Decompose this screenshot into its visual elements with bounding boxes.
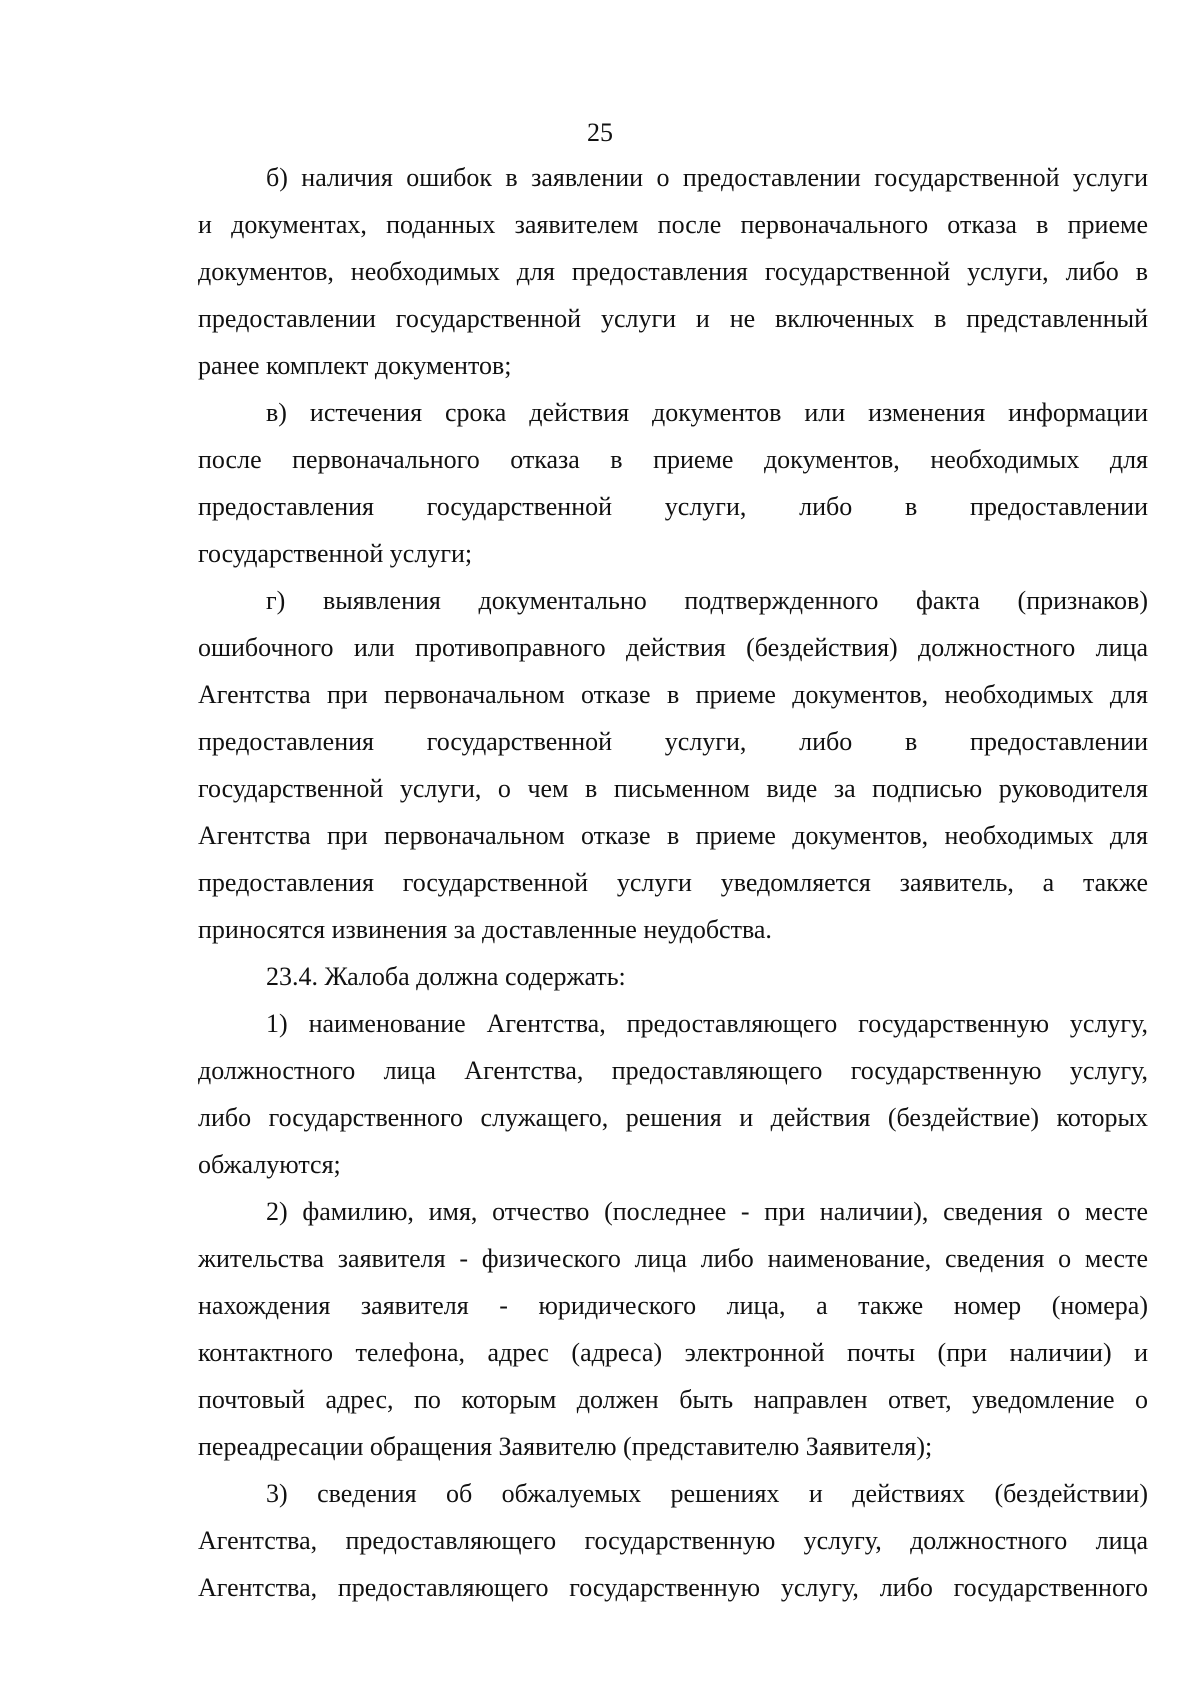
section-heading: 23.4. Жалоба должна содержать:: [266, 962, 626, 991]
text-line: почтовый адрес, по которым должен быть направлен ответ, уведомление о: [198, 1385, 1148, 1414]
text-line: переадресации обращения Заявителю (представителю Заявителя);: [198, 1432, 933, 1461]
text-line: предоставлении государственной услуги и не включенных в представленный: [198, 304, 1148, 333]
paragraph-item-1: [198, 1000, 1148, 1188]
text-line: обжалуются;: [198, 1150, 341, 1179]
text-line: г) выявления документально подтвержденного факта (признаков): [266, 586, 1148, 615]
text-line: б) наличия ошибок в заявлении о предоставлении государственной услуги: [266, 163, 1148, 192]
text-line: государственной услуги, о чем в письменном виде за подписью руководителя: [198, 774, 1148, 803]
text-line: документов, необходимых для предоставления государственной услуги, либо в: [198, 257, 1148, 286]
document-body: [198, 154, 1148, 1611]
text-line: Агентства при первоначальном отказе в приеме документов, необходимых для: [198, 680, 1148, 709]
paragraph-item-3: [198, 1470, 1148, 1611]
text-line: ранее комплект документов;: [198, 351, 512, 380]
text-line: контактного телефона, адрес (адреса) электронной почты (при наличии) и: [198, 1338, 1148, 1367]
text-line: Агентства, предоставляющего государственную услугу, должностного лица: [198, 1526, 1148, 1555]
text-line: ошибочного или противоправного действия (бездействия) должностного лица: [198, 633, 1148, 662]
text-line: в) истечения срока действия документов или изменения информации: [266, 398, 1148, 427]
text-line: нахождения заявителя - юридического лица, а также номер (номера): [198, 1291, 1148, 1320]
text-line: жительства заявителя - физического лица либо наименование, сведения о месте: [198, 1244, 1148, 1273]
paragraph-g: [198, 577, 1148, 953]
text-line: 3) сведения об обжалуемых решениях и действиях (бездействии): [266, 1479, 1148, 1508]
paragraph-b: [198, 154, 1148, 389]
text-line: 1) наименование Агентства, предоставляющего государственную услугу,: [266, 1009, 1148, 1038]
text-line: предоставления государственной услуги, либо в предоставлении: [198, 727, 1148, 756]
page-number: 25: [587, 118, 613, 147]
paragraph-23-4: [198, 953, 1148, 1000]
text-line: после первоначального отказа в приеме документов, необходимых для: [198, 445, 1148, 474]
text-line: Агентства при первоначальном отказе в приеме документов, необходимых для: [198, 821, 1148, 850]
text-line: предоставления государственной услуги, либо в предоставлении: [198, 492, 1148, 521]
text-line: Агентства, предоставляющего государственную услугу, либо государственного: [198, 1573, 1148, 1602]
text-line: 2) фамилию, имя, отчество (последнее - при наличии), сведения о месте: [266, 1197, 1148, 1226]
text-line: либо государственного служащего, решения и действия (бездействие) которых: [198, 1103, 1148, 1132]
text-line: и документах, поданных заявителем после первоначального отказа в приеме: [198, 210, 1148, 239]
paragraph-v: [198, 389, 1148, 577]
text-line: государственной услуги;: [198, 539, 473, 568]
text-line: должностного лица Агентства, предоставляющего государственную услугу,: [198, 1056, 1148, 1085]
paragraph-item-2: [198, 1188, 1148, 1470]
text-line: приносятся извинения за доставленные неудобства.: [198, 915, 772, 944]
text-line: предоставления государственной услуги уведомляется заявитель, а также: [198, 868, 1148, 897]
